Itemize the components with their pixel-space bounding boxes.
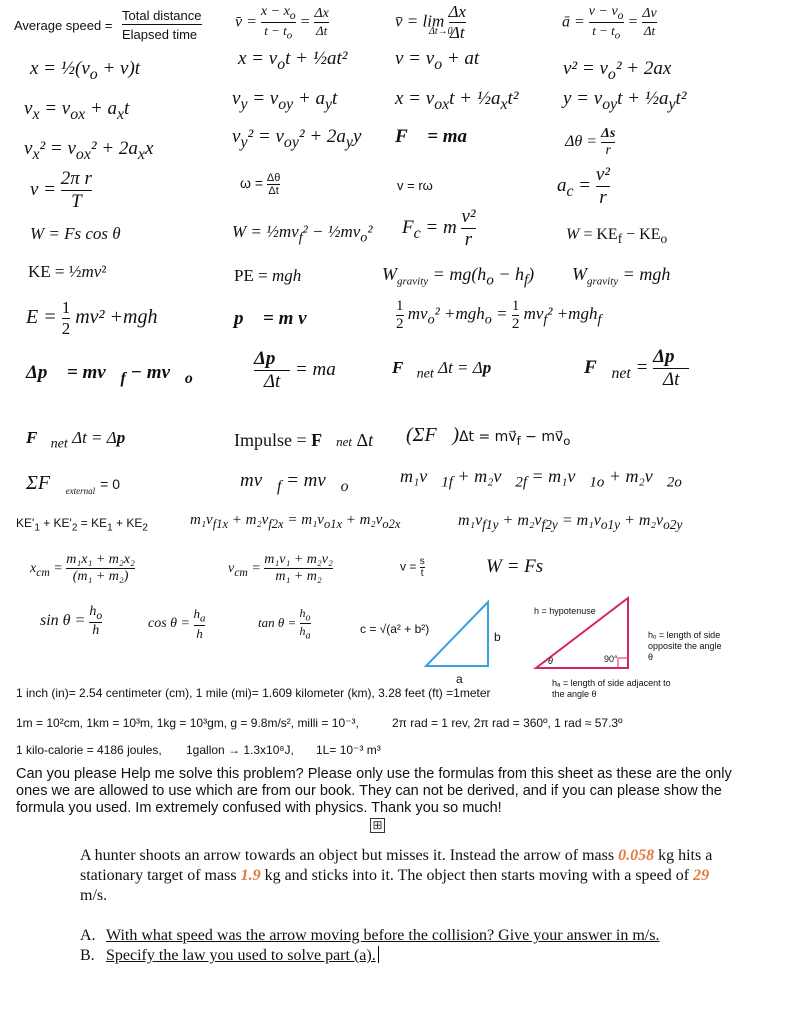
vy2-formula: $v_y^2 = v_{oy}^2 + 2a_yy$ [232,126,362,151]
problem-text-a: A hunter shoots an arrow towards an object but misses it. Instead the arrow of mass [80,847,619,864]
adjacent-side-label: hₐ = length of side adjacent to the angle θ [552,678,671,699]
sine-formula: sin θ = $\frac{h_o}{h}$ [40,604,103,638]
external-force-sum-formula: $\Sigma F⃗_{external} = 0$ [26,472,121,496]
kinematic-v2-formula: $v^2 = v_o^2 + 2ax$ [563,58,672,83]
average-velocity-formula: v̄ = $\frac{x - x_o}{t - t_o}$ = $\frac{\Delta x}{\Delta t}$ [235,4,329,42]
conversion-line-5: 1gallon → 1.3x10⁸J, [186,743,294,757]
right-angle-label: 90° [604,654,618,664]
problem-text-d: m/s. [80,887,108,904]
vx2-formula: $v_x^2 = v_{ox}^2 + 2a_xx$ [24,138,154,163]
text-caret [378,946,379,963]
dp-dt-ma-formula: $\frac{\Delta p⃗}{\Delta t}$ = ma⃗ [254,348,351,392]
y-momentum-formula: $m_1v_{f1y} + m_2v_{f2y} = m_1v_{o1y} + m_2v_{o2y}$ [458,512,683,533]
tangent-formula: tan θ = $\frac{h_o}{h_a}$ [258,606,311,642]
impulse-equation-formula: $F⃗_{net}$ Δt = Δp⃗ [26,428,139,452]
speed-distance-time-formula: v = $\frac{s}{t}$ [400,556,425,579]
center-of-mass-position-formula: $x_{cm}$ = $\frac{\text{m₁x₁ + m₂x₂}}{\text{(m₁ + m₂)}}$ [30,552,135,584]
expand-icon[interactable]: ⊞ [370,818,385,833]
arrow-mass-value: 0.058 [618,847,655,864]
momentum-formula: p⃗ = m v⃗ [234,308,322,329]
vy-formula: $v_y = v_{oy} + a_yt$ [232,88,338,113]
part-b-letter: B. [80,947,95,964]
centripetal-accel-formula: $a_c$ = $\frac{\text{v²}}{r}$ [557,164,610,208]
delta-theta-formula: Δθ = $\frac{\Delta s}{r}$ [565,126,616,158]
circular-velocity-formula: v = $\frac{\text{2π r}}{T}$ [30,168,92,212]
mechanical-energy-formula: E = $\frac{1}{2}$ mv² +mgh [26,298,158,338]
opposite-side-label: hₒ = length of side opposite the angle θ [648,630,722,662]
centripetal-force-formula: $F_c = m$ $\frac{\text{v²}}{r}$ [402,206,476,250]
target-mass-value: 1.9 [240,867,261,884]
conversion-line-2: 1m = 10²cm, 1km = 10³m, 1kg = 10³gm, g = 9.8m/s², milli = 10⁻³, [16,716,359,730]
x2d-formula: $x = v_{ox}t$ + $\frac{1}{2}a_xt^2$ [395,88,519,113]
speed-value: 29 [693,867,710,884]
two-body-momentum-formula: $m_1v⃗_{1f}$ + $m_2v⃗_{2f}$ = $m_1v⃗_{1o}$ + $m_2v⃗_{2o}$ [400,466,682,491]
right-angle-marker [618,658,628,668]
pythagorean-formula: c = √(a² + b²) [360,622,430,636]
potential-energy-formula: PE = mgh [234,266,302,285]
part-a-letter: A. [80,927,96,944]
part-a [80,926,740,946]
part-a-text: With what speed was the arrow moving before the collision? Give your answer in m/s. [106,927,660,944]
conversion-line-4: 1 kilo-calorie = 4186 joules, [16,743,162,757]
kinetic-energy-formula: KE = ½mv² [28,262,107,281]
instantaneous-velocity-formula: v̄ = lim $\frac{\Delta x}{\Delta t}$ Δt→0 [395,2,467,42]
angular-velocity-formula: ω = $\frac{\Delta\theta}{\Delta t}$ [240,172,281,197]
vx-formula: $v_x = v_{ox} + a_xt$ [24,98,130,123]
kinematic-velocity-formula: $v = v_o$ + at [395,48,480,73]
kinematic-avg-formula: $x = \frac{1}{2}(v_o + v)t$ [30,58,141,83]
triangle1-side-b: b [494,630,501,644]
angle-theta-label: θ [548,656,553,666]
problem-statement [80,846,720,906]
v-r-omega-formula: v = rω [397,178,433,193]
work-formula: W = Fs cos θ [30,224,121,243]
problem-parts [80,926,740,966]
conversion-line-3: 2π rad = 1 rev, 2π rad = 360º, 1 rad ≈ 57.3º [392,716,623,730]
net-force-formula: $F⃗_{net}$ = $\frac{\Delta p⃗}{\Delta t}$ [584,346,690,390]
delta-momentum-formula: Δp⃗ = $mv⃗_f$ − $mv⃗_o$ [26,362,193,387]
blue-triangle-shape [426,602,488,666]
impulse-sum-formula: (ΣF⃗)Δt = $mv⃗_f$ − $mv⃗_o$ [406,424,571,448]
problem-text-c: kg and sticks into it. The object then starts moving with a speed of [260,867,694,884]
trig-triangle [530,592,640,676]
impulse-momentum-formula: $F⃗_{net}$ Δt = Δp⃗ [392,358,505,382]
part-b-text: Specify the law you used to solve part (a). [106,947,376,964]
x-momentum-formula: $m_1v_{f1x} + m_2v_{f2x} = m_1v_{o1x} + m_2v_{o2x}$ [190,512,401,531]
triangle1-side-a: a [456,672,463,686]
hypotenuse-label: h = hypotenuse [534,606,596,616]
average-acceleration-formula: ā = $\frac{v - v_o}{t - t_o}$ = $\frac{\Delta v}{\Delta t}$ [562,4,657,42]
pythagorean-triangle [420,596,500,676]
conversion-line-1: 1 inch (in)= 2.54 centimeter (cm), 1 mile (mi)= 1.609 kilometer (km), 3.28 feet (ft) =1meter [16,686,491,700]
part-b[interactable] [80,946,740,966]
work-ke-formula: $W = KE_f - KE_o$ [566,226,668,247]
student-question: Can you please Help me solve this problem? Please only use the formulas from this sheet as these are the only ones we are allowed to use which are from our book. They can not be derived, and if you can please show the formula you used. Im extremely confused with physics. Thank you so much! [16,766,732,816]
y2d-formula: $y = v_{oy}t$ + $\frac{1}{2}a_yt^2$ [563,88,687,113]
gravity-work-formula: $W_{gravity} = mg(h_o - h_f)$ [382,264,535,289]
momentum-conservation-formula: $mv⃗_f$ = $mv⃗_o$ [240,470,349,495]
newton-second-law-formula: F⃗ = ma⃗ [395,126,482,147]
work-energy-formula: $W = \frac{1}{2}mv_f^2$ − $\frac{1}{2}mv_o^2$ [232,222,373,246]
kinetic-energy-conservation-formula: $KE'_1 + KE'_2 = KE_1 + KE_2$ [16,516,148,534]
cosine-formula: cos θ = $\frac{h_a}{h}$ [148,606,206,641]
impulse-definition-formula: Impulse = F⃗net Δt [234,430,374,450]
center-of-mass-velocity-formula: $v_{cm}$ = $\frac{\text{m₁v₁ + m₂v₂}}{\text{m₁ + m₂}}$ [228,552,333,584]
gravity-work-mgh-formula: $W_{gravity}$ = mgh [572,264,671,288]
work-force-distance-formula: W = Fs [486,556,544,577]
conversion-line-6: 1L= 10⁻³ m³ [316,743,381,757]
problem-text-b: kg hits a stationary target of mass [80,847,713,884]
kinematic-position-formula: $x = v_ot$ + ½at² [238,48,348,73]
energy-conservation-formula: $\frac{1}{2}$ $mv_o^2 +mgh_o$ = $\frac{1}{2}$ $mv_f^2 +mgh_f$ [396,298,602,332]
